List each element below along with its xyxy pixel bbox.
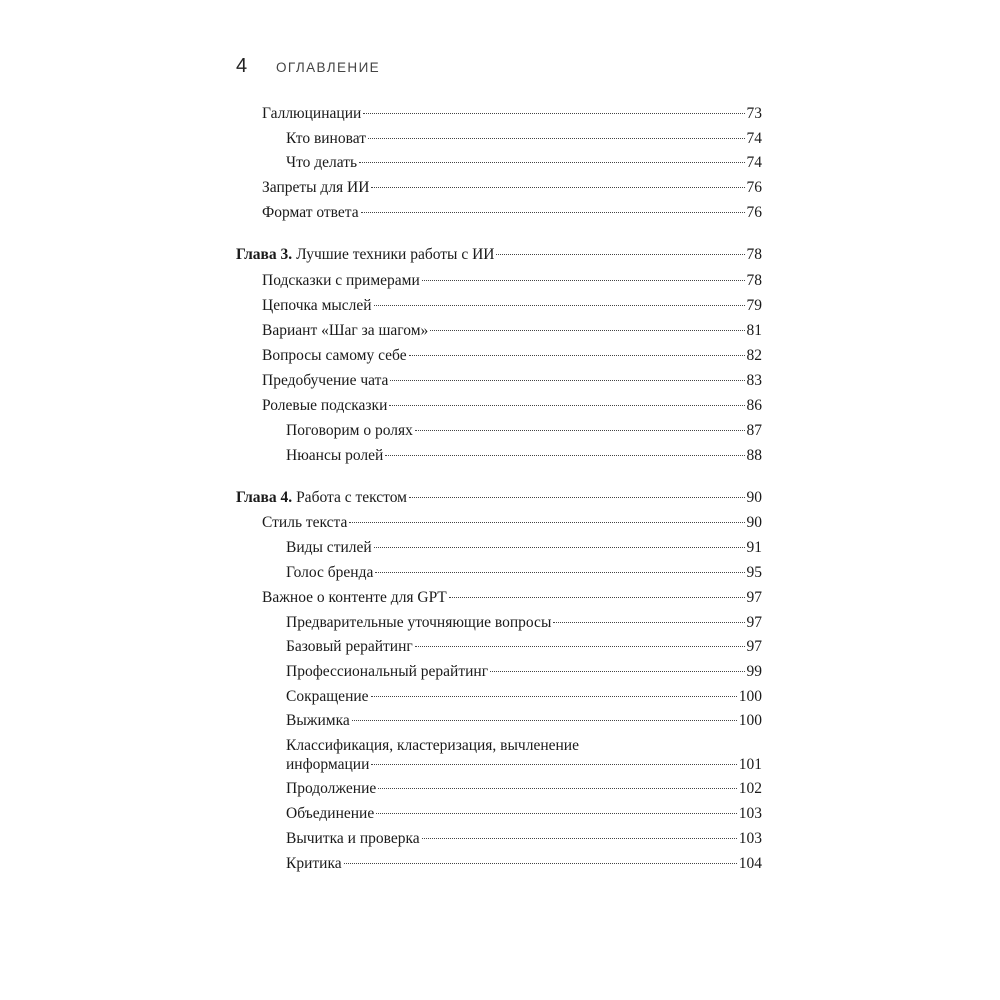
toc-entry-title: Работа с текстом bbox=[296, 489, 407, 506]
toc-entry-title: Вопросы самому себе bbox=[262, 347, 407, 364]
dot-leader bbox=[409, 355, 745, 356]
toc-entry[interactable] bbox=[262, 395, 762, 417]
toc-entry-title: Сокращение bbox=[286, 688, 369, 705]
toc-page-number: 82 bbox=[746, 347, 762, 364]
toc-entry-title: Вариант «Шаг за шагом» bbox=[262, 322, 429, 339]
toc-page-number: 90 bbox=[746, 489, 762, 506]
toc-page-number: 104 bbox=[738, 855, 762, 872]
toc-page-number: 99 bbox=[746, 663, 762, 680]
toc-page-number: 103 bbox=[738, 805, 762, 822]
toc-page-number: 95 bbox=[746, 564, 762, 581]
toc-page-number: 97 bbox=[746, 638, 762, 655]
toc-entry-title: Выжимка bbox=[286, 712, 350, 729]
toc-page-number: 87 bbox=[746, 422, 762, 439]
toc-page-number: 86 bbox=[746, 397, 762, 414]
dot-leader bbox=[361, 212, 745, 213]
toc-entry[interactable] bbox=[286, 803, 762, 825]
toc-entry[interactable] bbox=[286, 537, 762, 559]
toc-entry-title: Стиль текста bbox=[262, 514, 348, 531]
dot-leader bbox=[389, 405, 744, 406]
toc-entry[interactable] bbox=[286, 562, 762, 584]
toc-page-number: 76 bbox=[746, 204, 762, 221]
dot-leader bbox=[385, 455, 744, 456]
dot-leader bbox=[368, 138, 745, 139]
toc-entry[interactable] bbox=[286, 710, 762, 732]
toc-page-number: 78 bbox=[746, 272, 762, 289]
toc-entry-title: Вычитка и проверка bbox=[286, 830, 420, 847]
dot-leader bbox=[422, 280, 745, 281]
toc-entry-title: Важное о контенте для GPT bbox=[262, 589, 447, 606]
toc-entry[interactable] bbox=[286, 686, 762, 708]
toc-entry-title: Кто виноват bbox=[286, 130, 366, 147]
toc-entry-title: Лучшие техники работы с ИИ bbox=[296, 246, 495, 263]
toc-page-number: 91 bbox=[746, 539, 762, 556]
toc-entry-title: Продолжение bbox=[286, 780, 377, 797]
toc-entry-title: Голос бренда bbox=[286, 564, 374, 581]
dot-leader bbox=[363, 113, 744, 114]
toc-entry[interactable] bbox=[286, 612, 762, 634]
toc-chapter-entry[interactable] bbox=[236, 244, 762, 266]
toc-page-number: 74 bbox=[746, 130, 762, 147]
toc-entry[interactable] bbox=[286, 636, 762, 658]
toc-entry-title: Запреты для ИИ bbox=[262, 179, 370, 196]
toc-page-number: 100 bbox=[738, 688, 762, 705]
toc-entry[interactable] bbox=[262, 177, 762, 199]
toc-page-number: 103 bbox=[738, 830, 762, 847]
toc-entry[interactable] bbox=[286, 420, 762, 442]
dot-leader bbox=[390, 380, 744, 381]
toc-page-number: 97 bbox=[746, 614, 762, 631]
toc-entry[interactable] bbox=[286, 754, 762, 776]
toc-page-number: 102 bbox=[738, 780, 762, 797]
dot-leader bbox=[374, 547, 745, 548]
toc-entry-title: Профессиональный рерайтинг bbox=[286, 663, 489, 680]
toc-page-number: 76 bbox=[746, 179, 762, 196]
dot-leader bbox=[430, 330, 744, 331]
toc-entry[interactable] bbox=[262, 270, 762, 292]
toc-entry[interactable] bbox=[286, 661, 762, 683]
toc-entry-title: Нюансы ролей bbox=[286, 447, 384, 464]
toc-page-number: 90 bbox=[746, 514, 762, 531]
dot-leader bbox=[344, 863, 737, 864]
toc-entry-title: информации bbox=[286, 756, 370, 773]
toc-entry-title: Ролевые подсказки bbox=[262, 397, 388, 414]
toc-entry[interactable] bbox=[262, 345, 762, 367]
dot-leader bbox=[371, 764, 736, 765]
toc-entry-title: Поговорим о ролях bbox=[286, 422, 413, 439]
dot-leader bbox=[352, 720, 737, 721]
toc-entry[interactable] bbox=[286, 778, 762, 800]
dot-leader bbox=[374, 305, 745, 306]
dot-leader bbox=[371, 696, 737, 697]
dot-leader bbox=[409, 497, 745, 498]
toc-page-number: 101 bbox=[738, 756, 762, 773]
toc-entry-title-line1: Классификация, кластеризация, вычленение bbox=[286, 737, 579, 754]
toc-page-number: 83 bbox=[746, 372, 762, 389]
toc-entry[interactable] bbox=[262, 295, 762, 317]
toc-chapter-entry[interactable] bbox=[236, 487, 762, 509]
toc-entry[interactable] bbox=[286, 445, 762, 467]
toc-entry[interactable] bbox=[262, 370, 762, 392]
toc-entry[interactable] bbox=[262, 587, 762, 609]
toc-page-number: 73 bbox=[746, 105, 762, 122]
dot-leader bbox=[378, 788, 736, 789]
section-title: ОГЛАВЛЕНИЕ bbox=[276, 60, 381, 75]
dot-leader bbox=[359, 162, 744, 163]
page-number: 4 bbox=[236, 55, 248, 77]
toc-page-number: 79 bbox=[746, 297, 762, 314]
toc-entry-title: Цепочка мыслей bbox=[262, 297, 372, 314]
toc-entry-title: Подсказки с примерами bbox=[262, 272, 420, 289]
dot-leader bbox=[449, 597, 745, 598]
toc-entry[interactable] bbox=[262, 512, 762, 534]
dot-leader bbox=[496, 254, 744, 255]
dot-leader bbox=[349, 522, 744, 523]
chapter-label: Глава 3. bbox=[236, 246, 293, 263]
toc-entry[interactable] bbox=[286, 128, 762, 150]
toc-page-number: 97 bbox=[746, 589, 762, 606]
toc-entry-title: Объединение bbox=[286, 805, 375, 822]
dot-leader bbox=[490, 671, 744, 672]
toc-entry[interactable] bbox=[286, 853, 762, 875]
toc-page-number: 74 bbox=[746, 154, 762, 171]
toc-entry[interactable] bbox=[262, 320, 762, 342]
toc-entry[interactable] bbox=[286, 152, 762, 174]
dot-leader bbox=[415, 430, 745, 431]
toc-entry-title: Критика bbox=[286, 855, 342, 872]
dot-leader bbox=[375, 572, 744, 573]
dot-leader bbox=[371, 187, 744, 188]
toc-entry-title: Предобучение чата bbox=[262, 372, 389, 389]
toc-entry-title: Формат ответа bbox=[262, 204, 359, 221]
dot-leader bbox=[422, 838, 737, 839]
toc-page-number: 78 bbox=[746, 246, 762, 263]
chapter-label: Глава 4. bbox=[236, 489, 293, 506]
dot-leader bbox=[376, 813, 737, 814]
toc-entry-title: Галлюцинации bbox=[262, 105, 362, 122]
toc-entry[interactable] bbox=[262, 103, 762, 125]
dot-leader bbox=[415, 646, 745, 647]
toc-entry[interactable] bbox=[262, 202, 762, 224]
toc-entry-title: Базовый рерайтинг bbox=[286, 638, 413, 655]
toc-page-number: 100 bbox=[738, 712, 762, 729]
dot-leader bbox=[553, 622, 744, 623]
toc-page-number: 81 bbox=[746, 322, 762, 339]
toc-entry-title: Что делать bbox=[286, 154, 358, 171]
toc-page-number: 88 bbox=[746, 447, 762, 464]
toc-entry[interactable] bbox=[286, 828, 762, 850]
toc-entry-title: Виды стилей bbox=[286, 539, 372, 556]
toc-entry-title: Предварительные уточняющие вопросы bbox=[286, 614, 552, 631]
